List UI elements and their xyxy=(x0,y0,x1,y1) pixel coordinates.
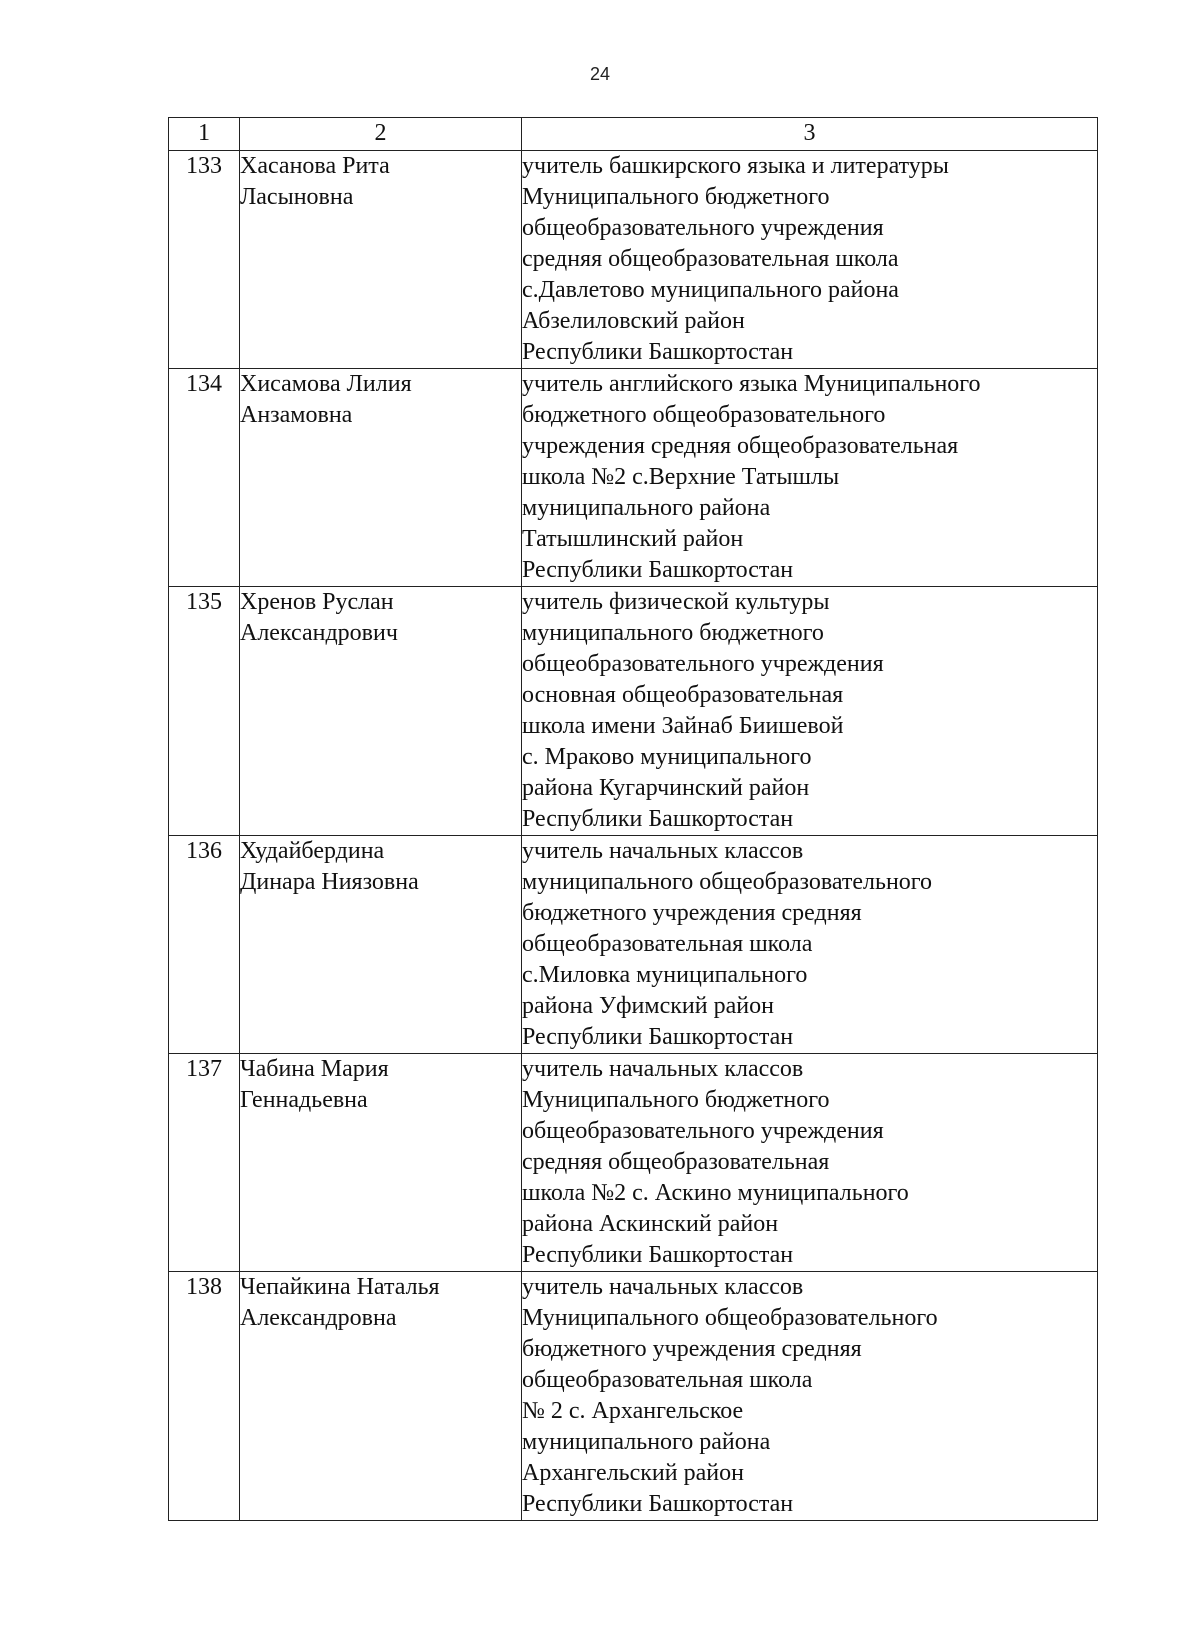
position-line: школа имени Зайнаб Биишевой xyxy=(522,713,844,739)
table-row xyxy=(169,587,1098,836)
table-row xyxy=(169,369,1098,587)
person-position xyxy=(522,587,1098,836)
position-line: Абзелиловский район xyxy=(522,308,745,334)
name-line: Геннадьевна xyxy=(240,1087,368,1113)
row-number: 135 xyxy=(169,587,240,836)
position-line: учитель начальных классов xyxy=(522,1274,804,1300)
position-line: учитель начальных классов xyxy=(522,838,804,864)
table-row xyxy=(169,1272,1098,1521)
table-row xyxy=(169,836,1098,1054)
name-line: Анзамовна xyxy=(240,402,353,428)
row-number: 136 xyxy=(169,836,240,1054)
position-line: учитель начальных классов xyxy=(522,1056,804,1082)
name-line: Хасанова Рита xyxy=(240,153,390,179)
position-line: с. Мраково муниципального xyxy=(522,744,812,770)
position-line: бюджетного учреждения средняя xyxy=(522,1336,862,1362)
position-line: средняя общеобразовательная xyxy=(522,1149,830,1175)
position-line: муниципального общеобразовательного xyxy=(522,869,933,895)
person-name xyxy=(240,587,522,836)
position-line: муниципального бюджетного xyxy=(522,620,824,646)
position-line: муниципального района xyxy=(522,1429,771,1455)
position-line: общеобразовательного учреждения xyxy=(522,1118,884,1144)
person-name xyxy=(240,369,522,587)
name-line: Хисамова Лилия xyxy=(240,371,412,397)
position-line: школа №2 с.Верхние Татышлы xyxy=(522,464,840,490)
person-position xyxy=(522,1054,1098,1272)
row-number: 134 xyxy=(169,369,240,587)
name-line: Хренов Руслан xyxy=(240,589,394,615)
name-line: Ласыновна xyxy=(240,184,354,210)
table-header-row xyxy=(169,118,1098,151)
person-position xyxy=(522,1272,1098,1521)
position-line: общеобразовательная школа xyxy=(522,931,813,957)
name-line: Александрович xyxy=(240,620,398,646)
header-col-2: 2 xyxy=(240,118,522,151)
position-line: общеобразовательная школа xyxy=(522,1367,813,1393)
person-name xyxy=(240,151,522,369)
person-position xyxy=(522,369,1098,587)
position-line: бюджетного общеобразовательного xyxy=(522,402,886,428)
position-line: Республики Башкортостан xyxy=(522,1491,794,1517)
page-number: 24 xyxy=(589,64,611,84)
position-line: с.Миловка муниципального xyxy=(522,962,808,988)
name-line: Чабина Мария xyxy=(240,1056,389,1082)
position-line: Муниципального бюджетного xyxy=(522,184,830,210)
position-line: с.Давлетово муниципального района xyxy=(522,277,899,303)
position-line: № 2 с. Архангельское xyxy=(522,1398,744,1424)
position-line: Республики Башкортостан xyxy=(522,339,794,365)
position-line: общеобразовательного учреждения xyxy=(522,215,884,241)
position-line: Татышлинский район xyxy=(522,526,744,552)
person-name xyxy=(240,1054,522,1272)
row-number: 138 xyxy=(169,1272,240,1521)
name-line: Александровна xyxy=(240,1305,397,1331)
position-line: Архангельский район xyxy=(522,1460,744,1486)
header-col-1: 1 xyxy=(169,118,240,151)
person-name xyxy=(240,1272,522,1521)
table-row xyxy=(169,1054,1098,1272)
position-line: школа №2 с. Аскино муниципального xyxy=(522,1180,909,1206)
header-col-3: 3 xyxy=(522,118,1098,151)
position-line: учитель башкирского языка и литературы xyxy=(522,153,949,179)
position-line: бюджетного учреждения средняя xyxy=(522,900,862,926)
position-line: Республики Башкортостан xyxy=(522,1242,794,1268)
position-line: учреждения средняя общеобразовательная xyxy=(522,433,959,459)
position-line: общеобразовательного учреждения xyxy=(522,651,884,677)
position-line: учитель английского языка Муниципального xyxy=(522,371,981,397)
position-line: средняя общеобразовательная школа xyxy=(522,246,899,272)
row-number: 137 xyxy=(169,1054,240,1272)
position-line: района Аскинский район xyxy=(522,1211,779,1237)
name-line: Чепайкина Наталья xyxy=(240,1274,440,1300)
table-row xyxy=(169,151,1098,369)
position-line: Республики Башкортостан xyxy=(522,1024,794,1050)
position-line: Муниципального бюджетного xyxy=(522,1087,830,1113)
name-line: Худайбердина xyxy=(240,838,385,864)
name-line: Динара Ниязовна xyxy=(240,869,419,895)
person-name xyxy=(240,836,522,1054)
person-position xyxy=(522,836,1098,1054)
position-line: Республики Башкортостан xyxy=(522,557,794,583)
position-line: основная общеобразовательная xyxy=(522,682,844,708)
position-line: муниципального района xyxy=(522,495,771,521)
position-line: Республики Башкортостан xyxy=(522,806,794,832)
person-position xyxy=(522,151,1098,369)
staff-table xyxy=(168,117,1098,1521)
row-number: 133 xyxy=(169,151,240,369)
position-line: учитель физической культуры xyxy=(522,589,830,615)
position-line: района Кугарчинский район xyxy=(522,775,810,801)
position-line: Муниципального общеобразовательного xyxy=(522,1305,938,1331)
position-line: района Уфимский район xyxy=(522,993,774,1019)
